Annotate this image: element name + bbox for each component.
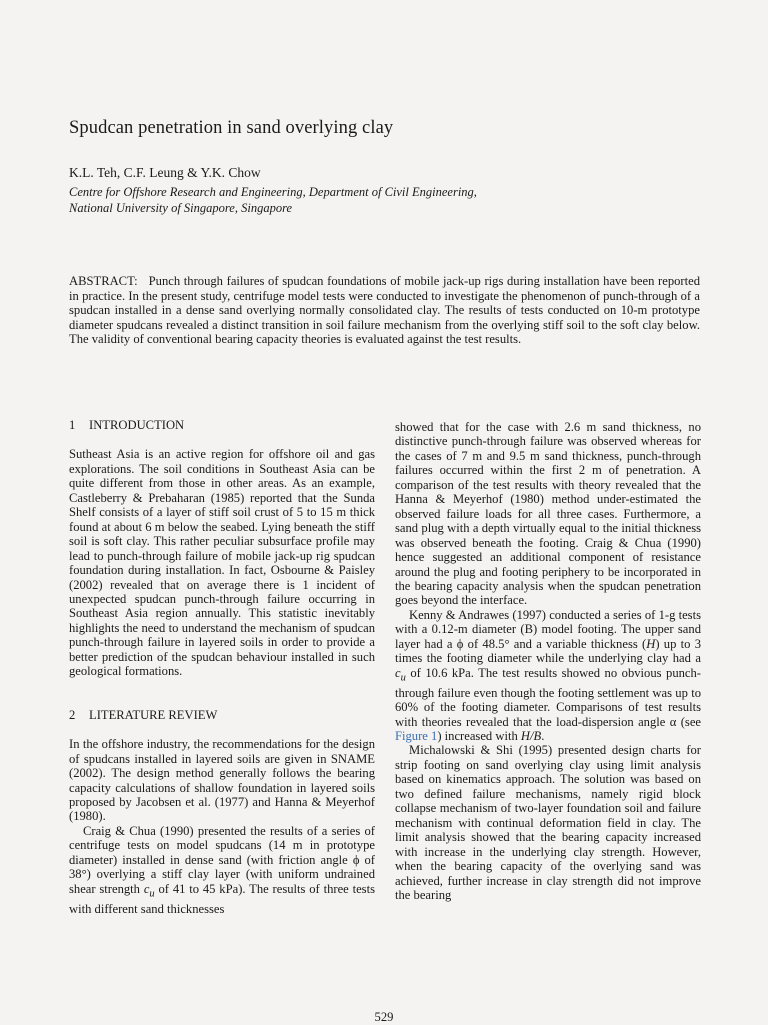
text-run: Kenny & Andrawes (1997) conducted a series of 1-g tests with a 0.12-m diameter (B) model footing. The upper sand layer had a ϕ of 48.5° and a variable thickness ( xyxy=(395,607,701,651)
left-column xyxy=(69,418,375,916)
text-run: Craig & Chua (1990) presented the results of a series of centrifuge tests on model spudcans (14 m in prototype diameter) installed in dense sand (with friction angle ϕ of 38°) overlying a stiff clay layer (with uniform undrained shear strength xyxy=(69,823,375,896)
abstract-text: Punch through failures of spudcan foundations of mobile jack-up rigs during installation have been reported in practice. In the present study, centrifuge model tests were conducted to investigate the phenomenon of punch-through of a spudcan installed in a dense sand overlying normally consolidated clay. The results of tests conducted on 10-m prototype diameter spudcans revealed a distinct transition in soil failure mechanism from the overlying stiff soil to the soft clay below. The validity of conventional bearing capacity theories is evaluated against the test results. xyxy=(69,274,700,347)
symbol-cu: c xyxy=(395,665,401,680)
lit-paragraph-2 xyxy=(69,824,375,916)
intro-paragraph-1: Sutheast Asia is an active region for offshore oil and gas explorations. The soil conditions in Southeast Asia can be quite different from those in other areas. As an example, Castleberry & Prebaharan (1985) reported that the Sunda Shelf consists of a layer of stiff soil crust of 5 to 15 m thick found at about 6 m below the seabed. Lying beneath the stiff soil is soft clay. This rather peculiar subsurface profile may lead to punch-through failure of mobile jack-up rig spudcan foundation during installation. In fact, Osbourne & Paisley (2002) revealed that on average there is 1 incident of unexpected spudcan punch-through failure occurring in Southeast Asia region annually. This statistic inevitably highlights the need to understand the mechanism of spudcan punch-through failure in layered soils in order to provide a better prediction of the spudcan behaviour installed in such geological formations. xyxy=(69,447,375,679)
authors: K.L. Teh, C.F. Leung & Y.K. Chow xyxy=(69,165,261,180)
symbol-H: H xyxy=(646,636,656,651)
right-paragraph-3: Michalowski & Shi (1995) presented design charts for strip footing on sand overlying clay using limit analysis based on kinematics approach. The solution was based on two defined failure mechanisms, namely rigid block collapse mechanism of two-layer foundation soil and failure mechanism with continual deformation field in clay. The limit analysis showed that the bearing capacity increased with increase in the underlying clay strength. However, when the bearing capacity of the overlying sand was achieved, further increase in clay strength did not improve the bearing xyxy=(395,743,701,903)
symbol-cu: c xyxy=(143,881,150,896)
abstract-label: ABSTRACT: xyxy=(69,274,138,288)
text-run: of 10.6 kPa. The test results showed no obvious punch-through failure even though the footing settlement was up to 60% of the footing diameter. Comparisons of test results with theories revealed that the load-dispersion angle α (see xyxy=(395,665,701,729)
figure-1-link[interactable]: Figure 1 xyxy=(395,729,438,744)
lit-paragraph-1: In the offshore industry, the recommendations for the design of spudcans installed in layered soils are given in SNAME (2002). The design method generally follows the bearing capacity calculations of shallow foundation in layered soils proposed by Jacobsen et al. (1977) and Hanna & Meyerhof (1980). xyxy=(69,737,375,824)
page-number: 529 xyxy=(374,1010,394,1024)
section-title: INTRODUCTION xyxy=(89,418,185,432)
affiliation-line-2: National University of Singapore, Singapore xyxy=(69,201,293,215)
section-number: 1 xyxy=(69,418,76,432)
text-run: . xyxy=(541,729,545,744)
text-run: ) increased with xyxy=(437,729,521,744)
right-paragraph-2 xyxy=(395,608,701,744)
paper-title: Spudcan penetration in sand overlying clay xyxy=(69,118,394,138)
right-paragraph-1: showed that for the case with 2.6 m sand thickness, no distinctive punch-through failure was observed whereas for the cases of 7 m and 9.5 m sand thickness, punch-through failures occurred within the first 2 m of penetration. A comparison of the test results with theory revealed that the Hanna & Meyerhof (1980) method under-estimated the observed failure loads for all three cases. Furthermore, a sand plug with a depth virtually equal to the initial thickness was observed beneath the footing. Craig & Chua (1990) hence suggested an additional component of resistance around the plug and footing periphery to be incorporated in the bearing capacity analysis when the spudcan penetration goes beyond the interface. xyxy=(395,420,701,608)
section-number: 2 xyxy=(69,707,76,722)
symbol-HB: H/B xyxy=(520,729,542,744)
section-heading-introduction xyxy=(69,418,375,432)
symbol-subscript: u xyxy=(149,888,155,900)
abstract xyxy=(69,274,700,347)
symbol-subscript: u xyxy=(400,672,406,684)
section-title: LITERATURE REVIEW xyxy=(89,707,218,722)
section-heading-literature-review xyxy=(69,708,375,722)
affiliation-line-1: Centre for Offshore Research and Engineering, Department of Civil Engineering, xyxy=(69,185,477,199)
affiliation xyxy=(69,184,477,216)
right-column xyxy=(395,420,701,902)
text-run: of 41 to 45 kPa). The results of three tests with different sand thicknesses xyxy=(69,881,375,916)
text-run: ) up to 3 times the footing diameter while the underlying clay had a xyxy=(395,636,701,666)
